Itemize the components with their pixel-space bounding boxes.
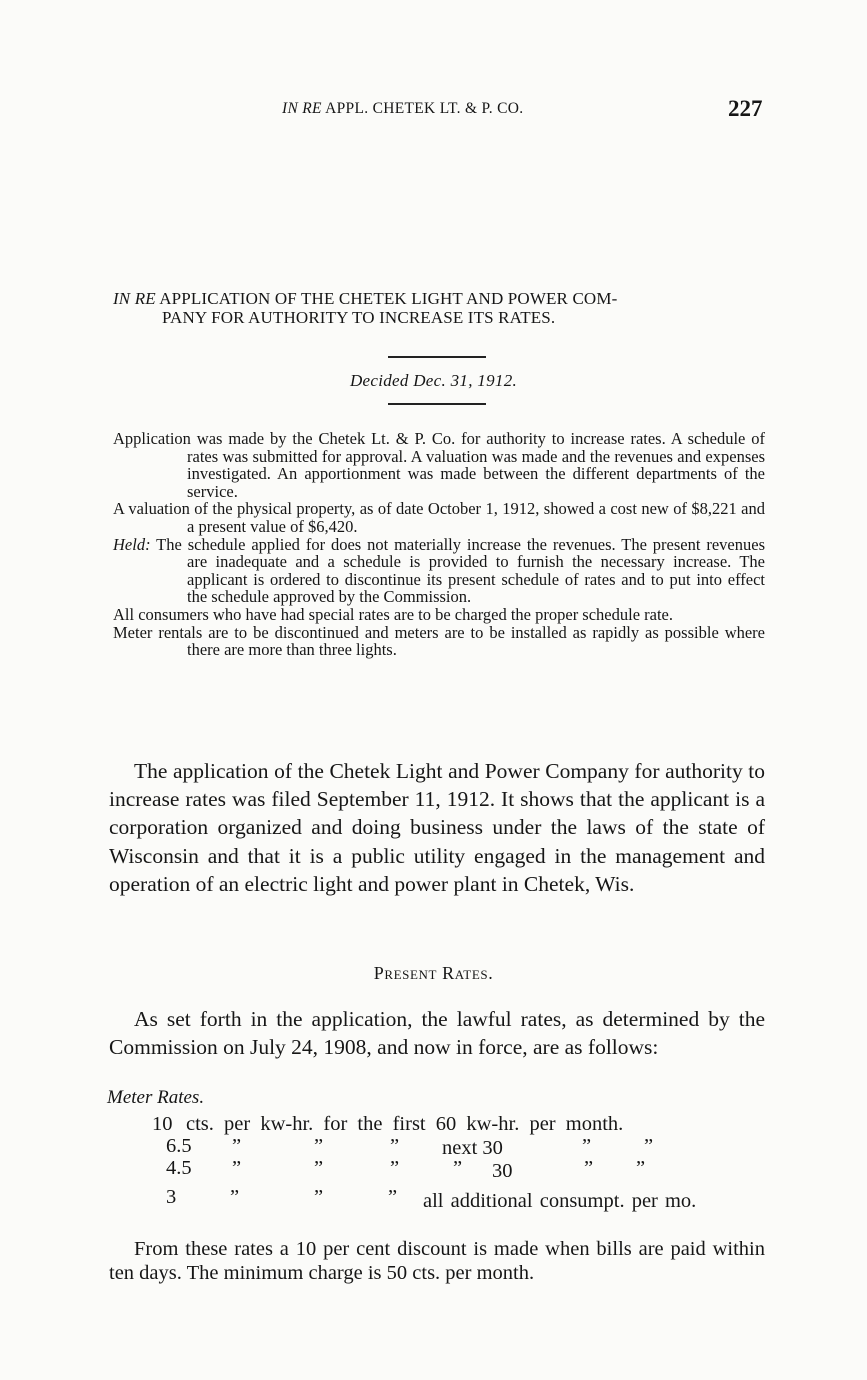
rate-cell: 4.5 [166,1157,192,1179]
running-header [282,100,523,118]
intro-text: The application of the Chetek Light and Power Company for authority to increase rates was filed September 11, 1912. It shows that the applicant is a corporation organized and doing business under the laws of the state of Wisconsin and that it is a public utility engaged in the management and operation of an electric light and power plant in Chetek, Wis. [109,759,765,896]
rates-intro-text: As set forth in the application, the lawful rates, as determined by the Commission on July 24, 1908, and now in force, are as follows: [109,1007,765,1060]
running-header-text: APPL. CHETEK LT. & P. CO. [321,100,524,117]
case-title-italic: IN RE [113,289,156,308]
syllabus-text: Meter rentals are to be discontinued and meters are to be installed as rapidly as possible where there are more than three lights. [113,622,765,660]
rate-cell: ” [388,1186,398,1208]
rate-cell: ” [232,1157,242,1179]
rate-cell: next 30 [442,1137,503,1159]
rate-cell: ” [230,1186,240,1208]
syllabus-text: A valuation of the physical property, as of date October 1, 1912, showed a cost new of $8,221 and a present value of $6,420. [113,499,765,536]
rate-cell: cts. per kw-hr. for the first 60 kw-hr. per month. [186,1113,624,1135]
case-title [113,289,773,327]
syllabus [113,430,765,659]
rate-cell: ” [314,1186,324,1208]
closing-text: From these rates a 10 per cent discount is made when bills are paid within ten days. The minimum charge is 50 cts. per month. [109,1238,765,1284]
rate-cell: ” [584,1157,594,1179]
meter-rates-heading: Meter Rates. [107,1087,205,1108]
decided-date: Decided Dec. 31, 1912. [349,371,518,390]
syllabus-item [113,500,765,535]
closing-paragraph [109,1238,765,1285]
rate-cell: ” [644,1135,654,1157]
rate-cell: ” [636,1157,646,1179]
divider-bottom [388,403,486,405]
intro-paragraph [109,757,765,898]
syllabus-lead: Held: [113,534,151,554]
rate-cell: all additional consumpt. per mo. [423,1190,697,1212]
case-title-line1: APPLICATION OF THE CHETEK LIGHT AND POWER COM- [155,289,618,308]
case-title-line2: PANY FOR AUTHORITY TO INCREASE ITS RATES. [162,308,556,327]
rate-cell: ” [390,1157,400,1179]
section-heading: Present Rates. [373,963,494,983]
rate-cell: ” [453,1157,463,1179]
rate-cell: 10 [152,1113,173,1135]
divider-top [388,356,486,358]
rate-cell: ” [390,1135,400,1157]
running-header-italic: IN RE [282,100,322,117]
rate-cell: ” [232,1135,242,1157]
syllabus-item [113,606,765,624]
rate-cell: ” [582,1135,592,1157]
rate-cell: 30 [492,1160,513,1182]
syllabus-item [113,430,765,500]
rate-cell: ” [314,1135,324,1157]
syllabus-text: The schedule applied for does not materially increase the revenues. The present revenues are inadequate and a schedule is provided to furnish the necessary increase. The applicant is ordered to discontinue its present schedule of rates and to put into effect the schedule approved by the Commission. [150,534,765,607]
rate-cell: 6.5 [166,1135,192,1157]
syllabus-text: All consumers who have had special rates are to be charged the proper schedule rate. [113,604,674,624]
syllabus-item [113,536,765,606]
page-number: 227 [728,96,763,121]
rate-cell: 3 [166,1186,177,1208]
rates-intro-paragraph [109,1005,765,1061]
syllabus-item [113,624,765,659]
syllabus-text: Application was made by the Chetek Lt. & P. Co. for authority to increase rates. A schedule of rates was submitted for approval. A valuation was made and the revenues and expenses investigated. An apportionment was made between the different departments of the service. [113,429,765,501]
rate-cell: ” [314,1157,324,1179]
